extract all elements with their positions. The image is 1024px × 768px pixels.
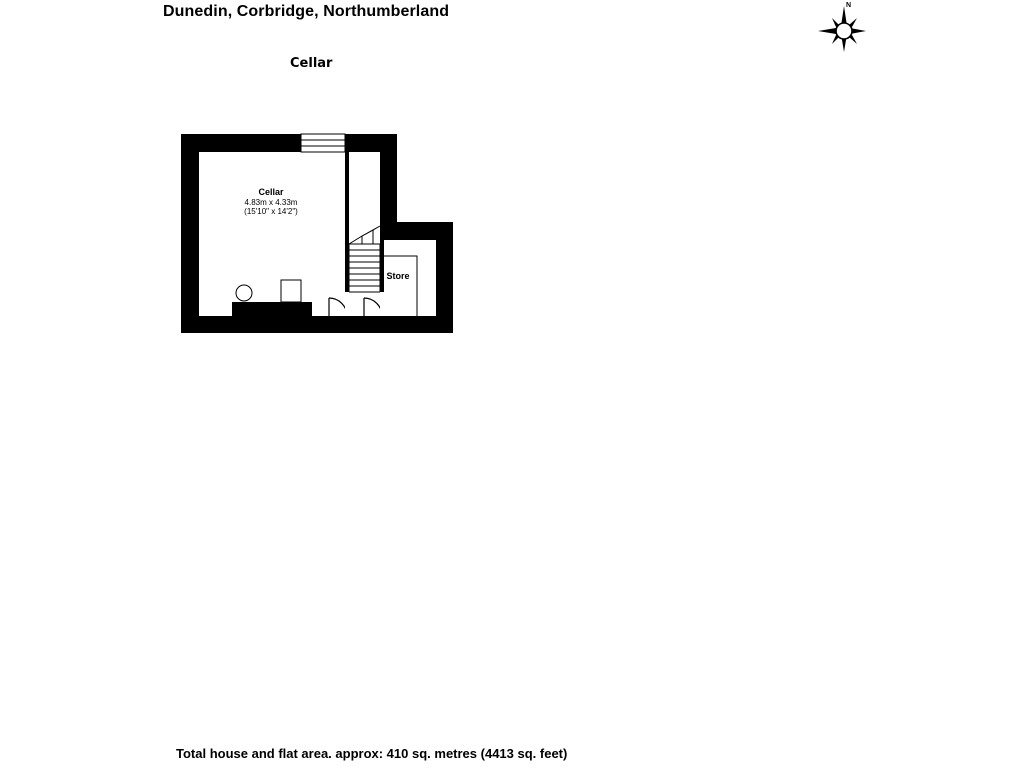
cellar-room-name: Cellar xyxy=(258,187,284,197)
floor-label: Cellar xyxy=(290,56,333,71)
window xyxy=(301,134,345,152)
appliance-fixture xyxy=(281,280,301,302)
plan-title: Dunedin, Corbridge, Northumberland xyxy=(163,3,450,20)
boiler-fixture xyxy=(236,285,252,301)
store-room-name: Store xyxy=(386,271,410,281)
cellar-room xyxy=(199,152,345,316)
compass-north-label: N xyxy=(846,2,852,9)
worktop xyxy=(232,302,312,316)
partition-wall xyxy=(345,152,349,292)
cellar-room-metric: 4.83m x 4.33m xyxy=(244,198,298,207)
total-area-note: Total house and flat area. approx: 410 sq. metres (4413 sq. feet) xyxy=(176,746,568,761)
store-partition xyxy=(380,240,384,292)
cellar-room-imperial: (15'10" x 14'2") xyxy=(244,207,298,216)
